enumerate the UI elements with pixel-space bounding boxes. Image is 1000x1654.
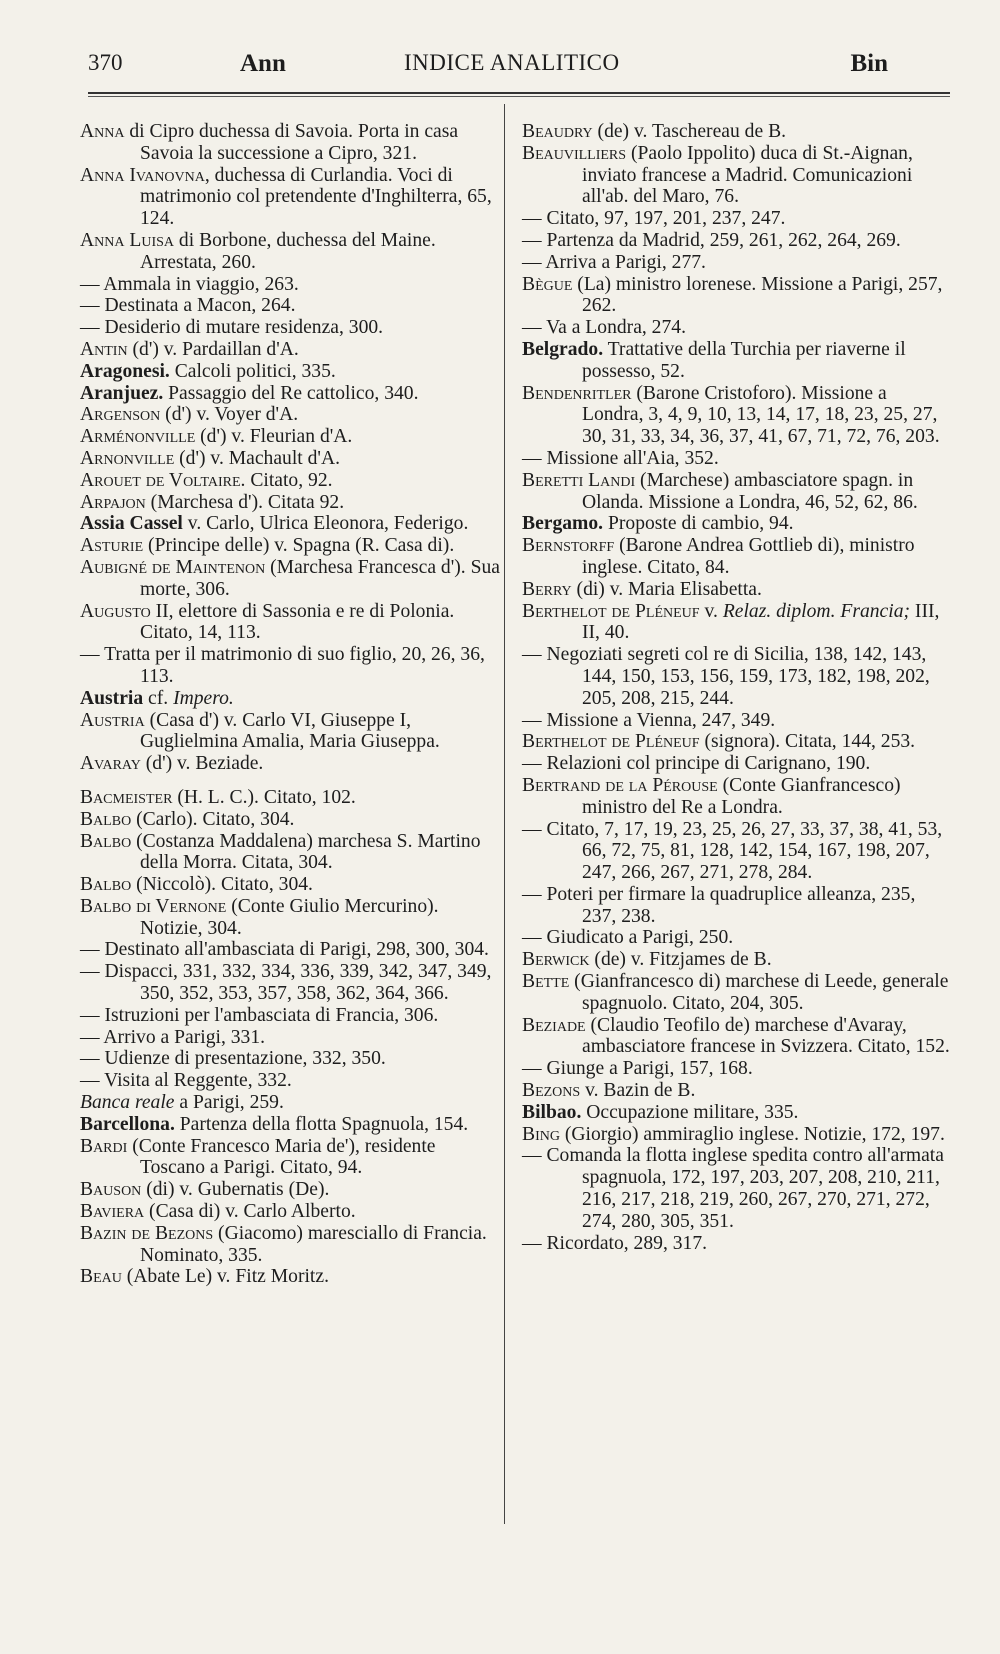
entry-text: a Parigi, 259. (174, 1092, 284, 1114)
entry-text: (d') v. Machault d'A. (174, 447, 341, 469)
entry-headword: Anna Ivanovna, (80, 164, 210, 186)
entry-text: (d') v. Voyer d'A. (160, 404, 299, 426)
index-entry (80, 896, 500, 940)
index-entry (80, 809, 500, 831)
index-subentry (522, 1233, 950, 1255)
entry-headword: Beziade (522, 1014, 586, 1036)
index-entry (522, 731, 950, 753)
index-subentry (522, 819, 950, 884)
index-entry (80, 383, 500, 405)
first-entry-word: Ann (240, 50, 286, 77)
entry-text: — Citato, 7, 17, 19, 23, 25, 26, 27, 33, 37, 38, 41, 53, 66, 72, 75, 81, 128, 142, 154, 167, 198, 207, 247, 266, 267, 271, 278, 284. (522, 818, 943, 884)
entry-headword: Argenson (80, 404, 161, 426)
entry-headword: Avaray (80, 753, 141, 775)
entry-headword: Belgrado. (522, 338, 604, 360)
entry-headword: Arménonville (80, 426, 196, 448)
index-entry (80, 165, 500, 230)
index-entry (80, 1179, 500, 1201)
index-entry (80, 470, 500, 492)
entry-headword: Banca reale (80, 1092, 175, 1114)
index-entry (80, 513, 500, 535)
index-entry (80, 1223, 500, 1267)
index-entry (80, 710, 500, 754)
entry-text: (Giacomo) maresciallo di Francia. Nominato, 335. (140, 1222, 487, 1266)
entry-headword: Bergamo. (522, 513, 604, 535)
entry-text: (Barone Cristoforo). Missione a Londra, 3, 4, 9, 10, 13, 14, 17, 18, 23, 25, 27, 30, 31, 33, 34, 36, 37, 41, 67, 71, 72, 76, 203. (582, 382, 940, 448)
entry-text: — Ricordato, 289, 317. (522, 1232, 708, 1254)
entry-text: Trattative della Turchia per riaverne il possesso, 52. (582, 338, 906, 382)
entry-text: — Poteri per firmare la quadruplice alleanza, 235, 237, 238. (522, 883, 916, 927)
entry-headword: Berthelot de Pléneuf (522, 731, 700, 753)
index-subentry (80, 317, 500, 339)
page-title: INDICE ANALITICO (404, 50, 620, 75)
index-entry (522, 1080, 950, 1102)
entry-text: — Destinato all'ambasciata di Parigi, 298, 300, 304. (80, 939, 489, 961)
index-entry (80, 1201, 500, 1223)
index-entry (522, 601, 950, 645)
entry-headword: Berthelot de Pléneuf (522, 600, 700, 622)
index-entry (80, 492, 500, 514)
entry-headword: Balbo di Vernone (80, 895, 227, 917)
entry-text: — Partenza da Madrid, 259, 261, 262, 264, 269. (522, 229, 901, 251)
entry-text: (de) v. Fitzjames de B. (589, 949, 772, 971)
index-subentry (80, 644, 500, 688)
entry-text: — Desiderio di mutare residenza, 300. (80, 317, 384, 339)
index-entry (80, 121, 500, 165)
entry-text: duchessa di Curlandia. Voci di matrimonio col pretendente d'Inghilterra, 65, 124. (140, 164, 492, 230)
index-subentry (80, 1027, 500, 1049)
index-subentry (522, 448, 950, 470)
entry-text: Calcoli politici, 335. (169, 360, 336, 382)
entry-headword: Baviera (80, 1201, 145, 1223)
index-entry (522, 143, 950, 208)
entry-headword: Bègue (522, 273, 573, 295)
index-subentry (80, 274, 500, 296)
entry-text: — Missione a Vienna, 247, 349. (522, 709, 776, 731)
entry-headword: Beretti Landi (522, 469, 636, 491)
entry-text: (d') v. Pardaillan d'A. (127, 338, 299, 360)
index-subentry (522, 230, 950, 252)
entry-text: (La) ministro lorenese. Missione a Parigi, 257, 262. (572, 273, 943, 317)
entry-headword: Asturie (80, 535, 144, 557)
entry-headword: Austria (80, 709, 145, 731)
entry-text: — Tratta per il matrimonio di suo figlio, 20, 26, 36, 113. (80, 644, 485, 687)
entry-text: (Gianfrancesco di) marchese di Leede, generale spagnuolo. Citato, 204, 305. (569, 971, 949, 1014)
index-subentry (522, 252, 950, 274)
entry-text: Citato, 92. (245, 469, 333, 491)
entry-text: di Borbone, duchessa del Maine. Arrestata, 260. (140, 229, 436, 273)
entry-text: — Istruzioni per l'ambasciata di Francia, 306. (80, 1004, 439, 1026)
entry-headword: Barcellona. (80, 1113, 175, 1135)
entry-headword: Balbo (80, 874, 132, 896)
last-entry-word: Bin (850, 50, 888, 77)
index-entry (80, 535, 500, 557)
index-entry (522, 775, 950, 819)
entry-headword: Anna Luisa (80, 229, 175, 251)
entry-text: — Giunge a Parigi, 157, 168. (522, 1058, 753, 1080)
index-subentry (80, 1005, 500, 1027)
entry-text: — Ammala in viaggio, 263. (80, 273, 299, 295)
entry-headword: Bilbao. (522, 1101, 582, 1123)
entry-text: Passaggio del Re cattolico, 340. (163, 382, 419, 404)
entry-headword: Berry (522, 578, 572, 600)
entry-text: — Negoziati segreti col re di Sicilia, 138, 142, 143, 144, 150, 153, 156, 159, 173, 182, 198, 202, 205, 208, 215, 244. (522, 644, 930, 709)
index-entry (522, 121, 950, 143)
index-subentry (522, 710, 950, 732)
entry-text: Partenza della flotta Spagnuola, 154. (174, 1113, 469, 1135)
entry-text: v. Carlo, Ulrica Eleonora, Federigo. (182, 513, 469, 535)
index-entry (80, 339, 500, 361)
entry-headword: Arpajon (80, 491, 146, 513)
entry-text: — Dispacci, 331, 332, 334, 336, 339, 342, 347, 349, 350, 352, 353, 357, 358, 362, 364, 366. (80, 961, 492, 1005)
index-column-left (80, 121, 500, 1288)
index-entry (522, 949, 950, 971)
entry-headword: Balbo (80, 830, 132, 852)
index-entry (80, 361, 500, 383)
index-entry (80, 753, 500, 775)
index-entry (522, 579, 950, 601)
index-subentry (522, 927, 950, 949)
index-entry (522, 274, 950, 318)
index-column-right (522, 121, 950, 1254)
entry-text: v. Bazin de B. (580, 1080, 696, 1102)
entry-headword: Antin (80, 338, 128, 360)
index-subentry (522, 644, 950, 709)
index-subentry (522, 753, 950, 775)
index-subentry (522, 1145, 950, 1232)
entry-text: (Marchesa Francesca d'). Sua morte, 306. (140, 556, 500, 600)
page-header (88, 50, 948, 86)
entry-headword: Bernstorff (522, 535, 615, 557)
entry-text: (di) v. Maria Elisabetta. (571, 578, 762, 600)
entry-headword: Berwick (522, 949, 590, 971)
entry-text: (Paolo Ippolito) duca di St.-Aignan, inviato francese a Madrid. Comunicazioni all'ab. del Maro, 76. (582, 142, 913, 208)
index-entry (80, 557, 500, 601)
index-entry (80, 1136, 500, 1180)
index-entry (80, 831, 500, 875)
entry-text: (Conte Francesco Maria de'), residente Toscano a Parigi. Citato, 94. (127, 1135, 436, 1179)
entry-text: — Giudicato a Parigi, 250. (522, 927, 734, 949)
index-entry (80, 688, 500, 710)
entry-text: Occupazione militare, 335. (581, 1101, 799, 1123)
header-rule-thin (88, 96, 950, 97)
index-entry (522, 1102, 950, 1124)
index-entry (80, 601, 500, 645)
entry-text-after: III, II, 40. (582, 600, 940, 644)
index-entry (80, 448, 500, 470)
entry-text: (H. L. C.). Citato, 102. (172, 786, 356, 808)
entry-text: (Barone Andrea Gottlieb di), ministro inglese. Citato, 84. (582, 535, 915, 578)
entry-text: (Giorgio) ammiraglio inglese. Notizie, 172, 197. (559, 1123, 945, 1145)
entry-text: (Conte Gianfrancesco) ministro del Re a Londra. (582, 774, 901, 818)
entry-headword: Bazin de Bezons (80, 1222, 214, 1244)
entry-headword: Bardi (80, 1135, 128, 1157)
index-subentry (522, 317, 950, 339)
entry-text: v. (699, 600, 723, 622)
entry-text: (signora). Citata, 144, 253. (699, 731, 916, 753)
entry-headword: Assia Cassel (80, 513, 183, 535)
index-entry (522, 1124, 950, 1146)
entry-text: — Visita al Reggente, 332. (80, 1070, 292, 1092)
index-subentry (80, 939, 500, 961)
index-entry (80, 1092, 500, 1114)
entry-text: (Marchese) ambasciatore spagn. in Olanda. Missione a Londra, 46, 52, 62, 86. (582, 469, 918, 513)
entry-headword: Bette (522, 971, 570, 993)
entry-headword: Aranjuez. (80, 382, 164, 404)
entry-headword: Bezons (522, 1080, 581, 1102)
entry-text: (d') v. Beziade. (140, 753, 264, 775)
entry-text: (Niccolò). Citato, 304. (131, 874, 313, 896)
entry-headword: Bacmeister (80, 786, 173, 808)
entry-text: (di) v. Gubernatis (De). (141, 1179, 330, 1201)
entry-text: di Cipro duchessa di Savoia. Porta in casa Savoia la successione a Cipro, 321. (124, 121, 459, 164)
entry-text: — Citato, 97, 197, 201, 237, 247. (522, 208, 786, 230)
entry-headword: Beauvilliers (522, 142, 627, 164)
index-entry (522, 535, 950, 579)
index-subentry (80, 961, 500, 1005)
entry-headword: Aubigné de Maintenon (80, 556, 266, 578)
index-entry (522, 383, 950, 448)
entry-headword: Balbo (80, 808, 132, 830)
column-divider (504, 104, 505, 1524)
entry-headword: Aragonesi. (80, 360, 170, 382)
index-entry (80, 404, 500, 426)
index-entry (522, 513, 950, 535)
entry-headword: Anna (80, 121, 125, 142)
entry-italic-text: Relaz. diplom. Francia; (722, 600, 911, 622)
page-number: 370 (88, 50, 123, 75)
index-subentry (522, 884, 950, 928)
index-entry (80, 1266, 500, 1288)
entry-text: Proposte di cambio, 94. (603, 513, 794, 535)
index-subentry (522, 208, 950, 230)
entry-headword: Arouet de Voltaire. (80, 469, 246, 491)
entry-text: (Carlo). Citato, 304. (131, 808, 295, 830)
index-entry (80, 787, 500, 809)
index-entry (80, 426, 500, 448)
entry-text: cf. (143, 687, 174, 709)
entry-text: (Claudio Teofilo de) marchese d'Avaray, ambasciatore francese in Svizzera. Citato, 152. (582, 1014, 950, 1058)
index-entry (80, 230, 500, 274)
entry-text: — Relazioni col principe di Carignano, 190. (522, 753, 871, 775)
index-subentry (80, 1070, 500, 1092)
header-rule-thick (88, 92, 950, 94)
index-subentry (80, 1048, 500, 1070)
entry-text: (d') v. Fleurian d'A. (195, 426, 353, 448)
entry-text: (Principe delle) v. Spagna (R. Casa di). (143, 535, 455, 557)
entry-headword: Bauson (80, 1179, 142, 1201)
entry-headword: Austria (80, 687, 144, 709)
index-entry (522, 339, 950, 383)
entry-text: (Marchesa d'). Citata 92. (145, 491, 345, 513)
entry-text: — Udienze di presentazione, 332, 350. (80, 1048, 386, 1070)
entry-headword: Beaudry (522, 121, 593, 142)
entry-italic-text: Impero. (173, 687, 234, 709)
entry-headword: Arnonville (80, 447, 175, 469)
entry-text: (Conte Giulio Mercurino). Notizie, 304. (140, 895, 439, 939)
index-entry (522, 1015, 950, 1059)
entry-text: (Casa di) v. Carlo Alberto. (144, 1201, 356, 1223)
entry-text: — Arrivo a Parigi, 331. (80, 1026, 266, 1048)
entry-text: (Costanza Maddalena) marchesa S. Martino della Morra. Citata, 304. (131, 830, 481, 874)
entry-text: — Arriva a Parigi, 277. (522, 251, 706, 273)
entry-text: — Comanda la flotta inglese spedita contro all'armata spagnuola, 172, 197, 203, 207, 208, 210, 211, 216, 217, 218, 219, 260, 267, 270, 271, 272, 274, 280, 305, 351. (522, 1145, 944, 1232)
index-entry (522, 470, 950, 514)
index-entry (80, 1114, 500, 1136)
entry-headword: Bertrand de la Pérouse (522, 774, 718, 796)
entry-text: (Abate Le) v. Fitz Moritz. (121, 1266, 329, 1288)
entry-text: (Casa d') v. Carlo VI, Giuseppe I, Guglielmina Amalia, Maria Giuseppa. (140, 709, 440, 753)
index-subentry (80, 295, 500, 317)
index-entry (80, 874, 500, 896)
entry-headword: Beau (80, 1266, 122, 1288)
entry-text: (de) v. Taschereau de B. (592, 121, 787, 142)
entry-text: — Destinata a Macon, 264. (80, 295, 296, 317)
entry-text: — Va a Londra, 274. (522, 317, 686, 339)
index-subentry (522, 1058, 950, 1080)
entry-text: II, elettore di Sassonia e re di Polonia. Citato, 14, 113. (140, 600, 455, 644)
index-entry (522, 971, 950, 1015)
entry-headword: Bing (522, 1123, 560, 1145)
entry-headword: Augusto (80, 600, 151, 622)
entry-text: — Missione all'Aia, 352. (522, 447, 719, 469)
entry-headword: Bendenritler (522, 382, 632, 404)
